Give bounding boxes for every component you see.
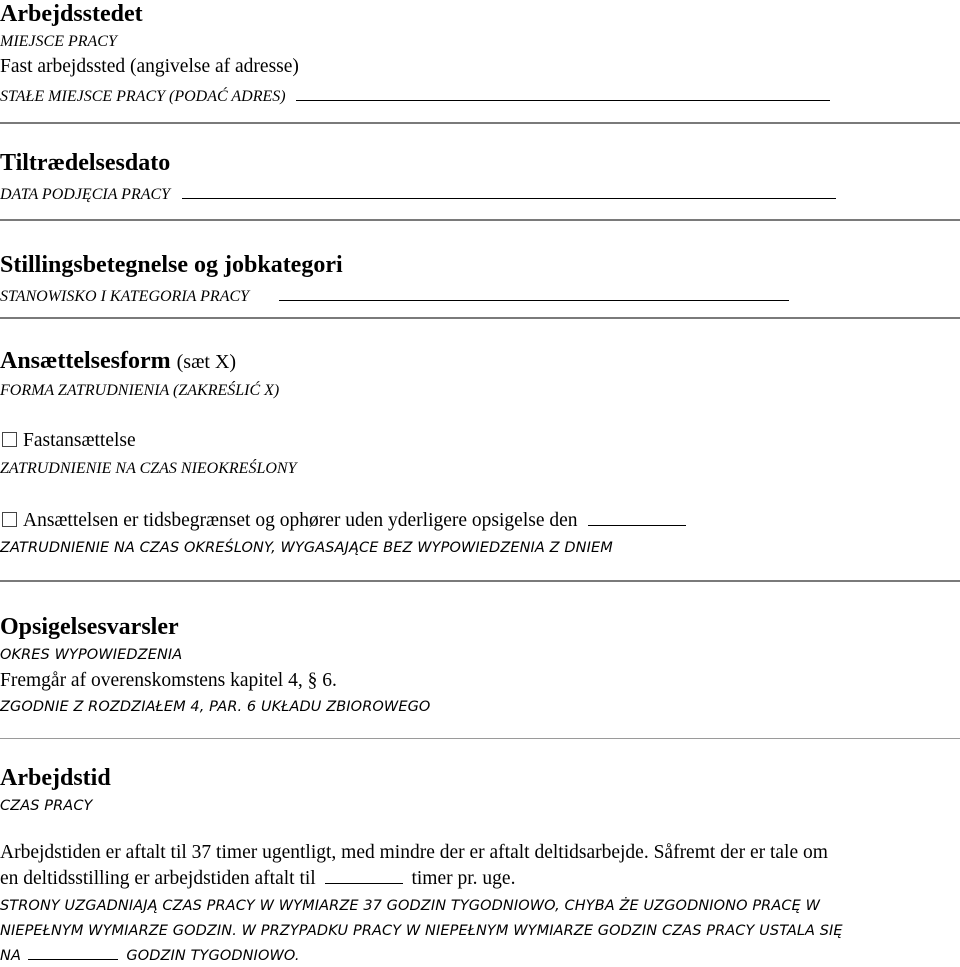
- notice-line-pl: ZGODNIE Z ROZDZIAŁEM 4, PAR. 6 UKŁADU ZBIOROWEGO: [0, 699, 431, 715]
- start-date-row: [0, 182, 836, 205]
- employment-form-title-pl: FORMA ZATRUDNIENIA (ZAKREŚLIĆ X): [0, 382, 280, 399]
- checkbox-permanent[interactable]: [2, 432, 17, 447]
- working-time-pl-3b: GODZIN TYGODNIOWO.: [126, 948, 300, 964]
- working-time-pl-3a: NA: [0, 948, 21, 964]
- employment-form-title: Ansættelsesform: [0, 348, 171, 374]
- section-divider: [0, 317, 960, 319]
- working-time-title: Arbejdstid: [0, 765, 111, 791]
- parttime-hours-field-pl[interactable]: [28, 946, 118, 960]
- section-divider: [0, 219, 960, 221]
- job-row: [0, 284, 789, 307]
- working-time-para-1: Arbejdstiden er aftalt til 37 timer ugentligt, med mindre der er aftalt deltidsarbejde. Såfremt der er tale om: [0, 842, 828, 863]
- working-time-pl-3: [0, 946, 300, 966]
- job-field[interactable]: [279, 284, 789, 301]
- working-time-pl-1: STRONY UZGADNIAJĄ CZAS PRACY W WYMIARZE 37 GODZIN TYGODNIOWO, CHYBA ŻE UZGODNIONO PRACĘ W: [0, 898, 821, 914]
- working-time-para-2b: timer pr. uge.: [411, 868, 516, 889]
- notice-title-pl: OKRES WYPOWIEDZENIA: [0, 647, 183, 663]
- workplace-line-pl: STAŁE MIEJSCE PRACY (PODAĆ ADRES): [0, 88, 286, 105]
- section-divider: [0, 122, 960, 124]
- section-divider: [0, 738, 960, 739]
- working-time-para-2a: en deltidsstilling er arbejdstiden aftalt til: [0, 868, 316, 889]
- workplace-address-field[interactable]: [296, 84, 830, 101]
- employment-form-heading: [0, 347, 236, 376]
- checkbox-temporary[interactable]: [2, 512, 17, 527]
- option-permanent-label-pl: ZATRUDNIENIE NA CZAS NIEOKREŚLONY: [0, 460, 297, 477]
- section-divider: [0, 580, 960, 582]
- workplace-title-pl: MIEJSCE PRACY: [0, 33, 117, 50]
- parttime-hours-field[interactable]: [325, 867, 403, 884]
- option-permanent-label: Fastansættelse: [23, 430, 136, 451]
- notice-line-da: Fremgår af overenskomstens kapitel 4, § 6.: [0, 670, 337, 691]
- working-time-title-pl: CZAS PRACY: [0, 798, 93, 814]
- option-permanent[interactable]: [0, 429, 136, 453]
- workplace-line-da: Fast arbejdssted (angivelse af adresse): [0, 56, 299, 77]
- notice-title: Opsigelsesvarsler: [0, 614, 179, 640]
- job-title: Stillingsbetegnelse og jobkategori: [0, 252, 343, 278]
- working-time-para-2: [0, 867, 515, 891]
- start-date-field[interactable]: [182, 182, 836, 199]
- option-temporary-label-pl: ZATRUDNIENIE NA CZAS OKREŚLONY, WYGASAJĄCE BEZ WYPOWIEDZENIA Z DNIEM: [0, 540, 613, 556]
- option-temporary[interactable]: [0, 509, 686, 533]
- start-date-title-pl: DATA PODJĘCIA PRACY: [0, 186, 171, 203]
- option-temporary-label: Ansættelsen er tidsbegrænset og ophører uden yderligere opsigelse den: [23, 510, 578, 531]
- working-time-pl-2: NIEPEŁNYM WYMIARZE GODZIN. W PRZYPADKU PRACY W NIEPEŁNYM WYMIARZE GODZIN CZAS PRACY USTALA SIĘ: [0, 923, 843, 939]
- workplace-address-row: [0, 84, 830, 107]
- start-date-title: Tiltrædelsesdato: [0, 150, 171, 176]
- workplace-title: Arbejdsstedet: [0, 1, 143, 27]
- job-title-pl: STANOWISKO I KATEGORIA PRACY: [0, 288, 250, 305]
- employment-form-note: (sæt X): [176, 351, 237, 373]
- end-date-field[interactable]: [588, 509, 686, 526]
